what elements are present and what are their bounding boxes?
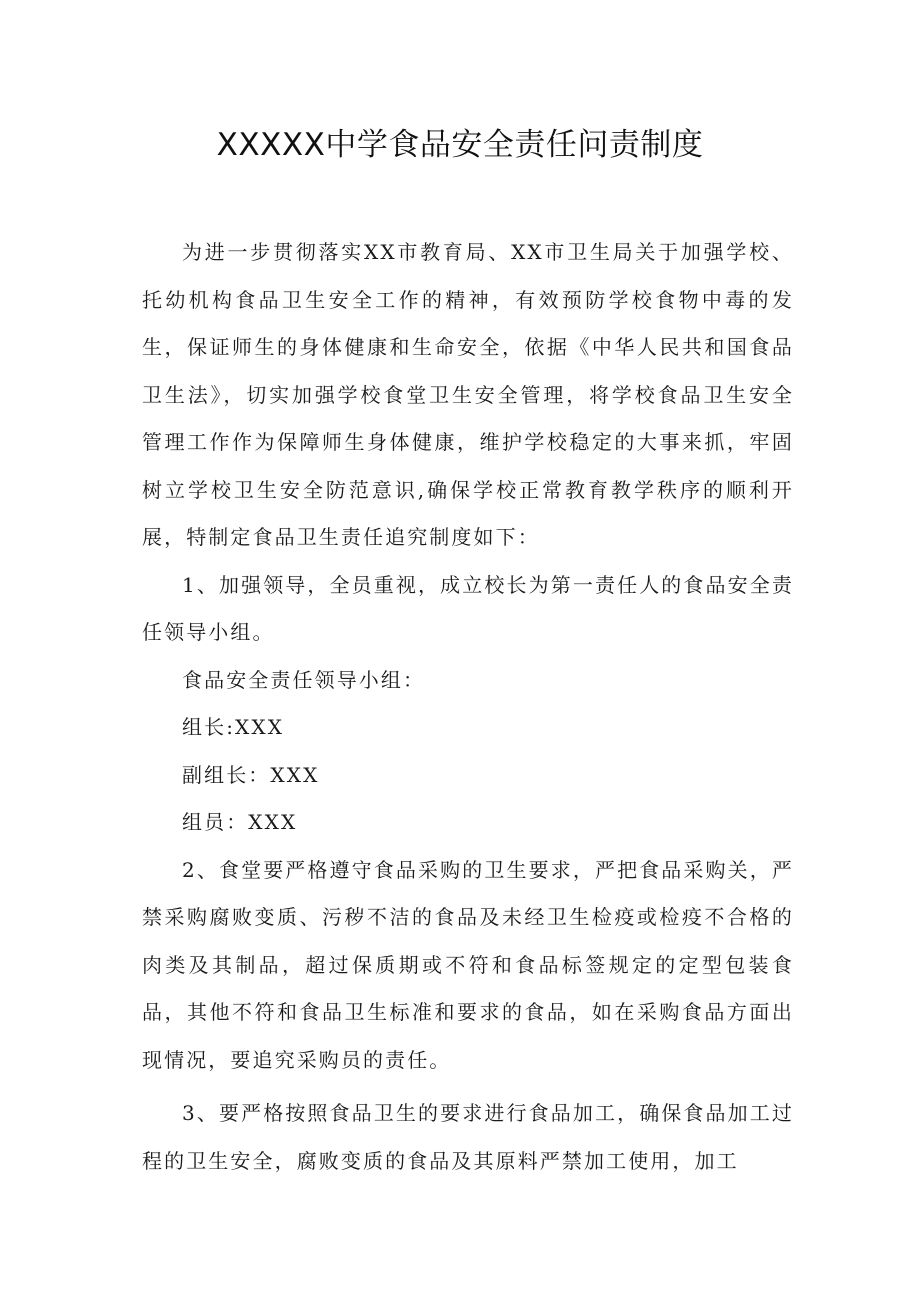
item-2-paragraph: 2、食堂要严格遵守食品采购的卫生要求，严把食品采购关，严禁采购腐败变质、污秽不洁的食品及未经卫生检疫或检疫不合格的肉类及其制品，超过保质期或不符和食品标签规定的定型包装食品，其他不符和食品卫生标准和要求的食品，如在采购食品方面出现情况，要追究采购员的责任。 [142, 857, 794, 1072]
item-3-paragraph: 3、要严格按照食品卫生的要求进行食品加工，确保食品加工过程的卫生安全，腐败变质的食品及其原料严禁加工使用，加工 [142, 1101, 794, 1173]
intro-paragraph: 为进一步贯彻落实XX市教育局、XX市卫生局关于加强学校、托幼机构食品卫生安全工作的精神，有效预防学校食物中毒的发生，保证师生的身体健康和生命安全，依据《中华人民共和国食品卫生法》，切实加强学校食堂卫生安全管理，将学校食品卫生安全管理工作作为保障师生身体健康，维护学校稳定的大事来抓，牢固树立学校卫生安全防范意识,确保学校正常教育教学秩序的顺利开展，特制定食品卫生责任追究制度如下： [142, 240, 794, 549]
group-heading: 食品安全责任领导小组： [182, 667, 426, 692]
document-title: XXXXX中学食品安全责任问责制度 [216, 127, 704, 163]
document-body [142, 229, 794, 1185]
group-members: 组员：XXX [182, 810, 298, 834]
item-1-paragraph: 1、加强领导，全员重视，成立校长为第一责任人的食品安全责任领导小组。 [142, 572, 794, 644]
group-deputy-leader: 副组长：XXX [182, 762, 320, 787]
group-leader: 组长:XXX [182, 715, 285, 739]
